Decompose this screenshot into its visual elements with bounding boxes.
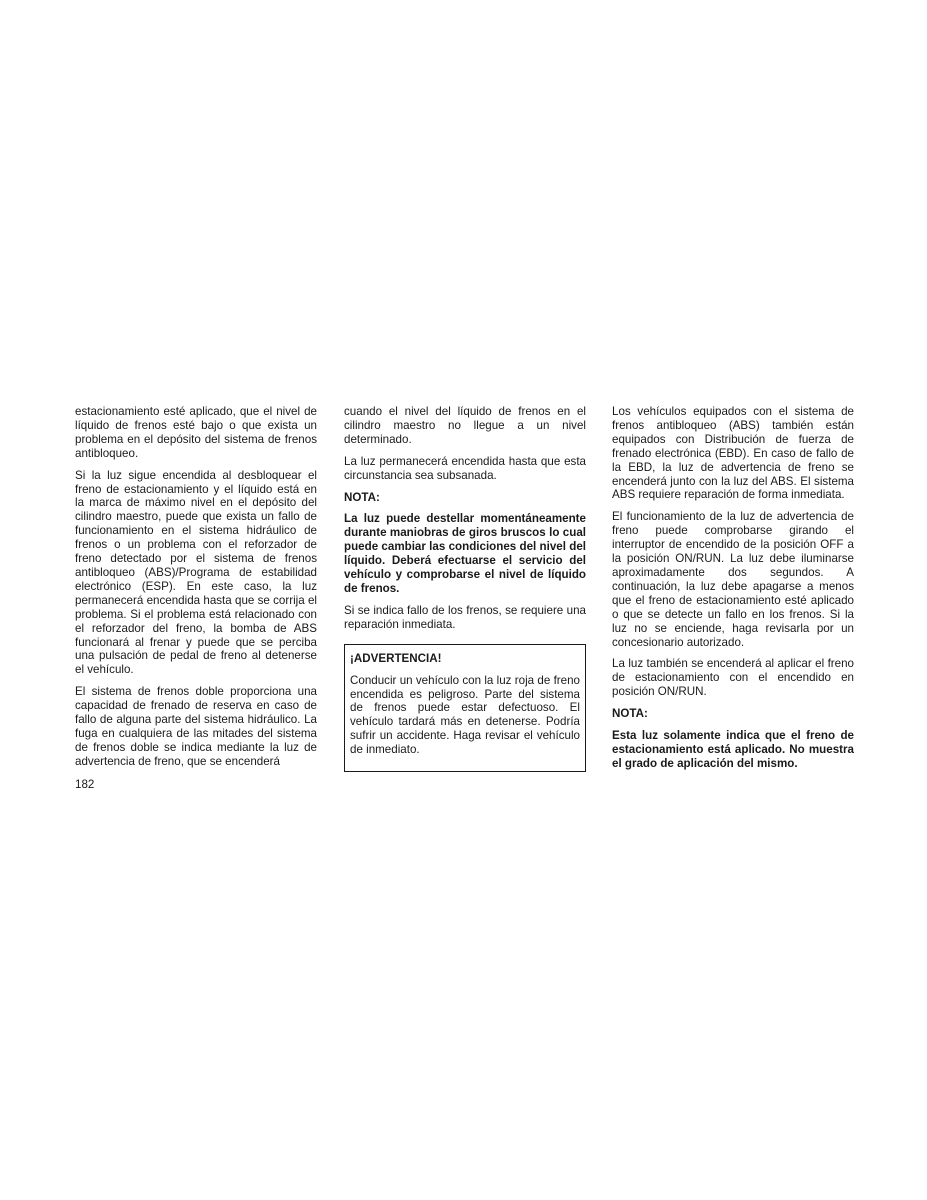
paragraph: Los vehículos equipados con el sistema de frenos antibloqueo (ABS) también están equipados con Distribución de fuerza de frenado electrónica (EBD). En caso de fallo de la EBD, la luz de advertencia de freno se encenderá junto con la luz del ABS. El sistema ABS requiere reparación de forma inmediata. xyxy=(612,405,854,502)
warning-text: Conducir un vehículo con la luz roja de freno encendida es peligroso. Parte del sistema de frenos puede estar defectuoso. El vehículo tardará más en detenerse. Podría sufrir un accidente. Haga revisar el vehículo de inmediato. xyxy=(350,673,580,757)
note-text: Esta luz solamente indica que el freno de estacionamiento está aplicado. No muestra el grado de aplicación del mismo. xyxy=(612,729,854,770)
paragraph: El funcionamiento de la luz de advertencia de freno puede comprobarse girando el interruptor de encendido de la posición OFF a la posición ON/RUN. La luz debe iluminarse aproximadamente dos segundos. A continuación, la luz debe apagarse a menos que el freno de estacionamiento esté aplicado o que se detecte un fallo en los frenos. Si la luz no se enciende, haga revisarla por un concesionario autorizado. xyxy=(612,510,854,649)
note-label: NOTA: xyxy=(344,490,380,504)
paragraph: Si se indica fallo de los frenos, se requiere una reparación inmediata. xyxy=(344,603,586,631)
paragraph: cuando el nivel del líquido de frenos en el cilindro maestro no llegue a un nivel determinado. xyxy=(344,405,586,446)
note-label: NOTA: xyxy=(612,707,648,721)
text-column-left xyxy=(75,405,317,777)
page-number: 182 xyxy=(75,778,95,791)
paragraph: estacionamiento esté aplicado, que el nivel de líquido de frenos esté bajo o que exista un problema en el depósito del sistema de frenos antibloqueo. xyxy=(75,405,317,460)
text-column-middle xyxy=(344,405,586,772)
warning-box xyxy=(344,644,586,772)
text-column-right xyxy=(612,405,854,779)
paragraph: Si la luz sigue encendida al desbloquear el freno de estacionamiento y el líquido está en la marca de máximo nivel en el depósito del cilindro maestro, puede que exista un fallo de funcionamiento en el sistema hidráulico de frenos o un problema con el reforzador de freno detectado por el sistema de frenos antibloqueo (ABS)/Programa de estabilidad electrónico (ESP). En este caso, la luz permanecerá encendida hasta que se corrija el problema. Si el problema está relacionado con el reforzador del freno, la bomba de ABS funcionará al frenar y puede que se perciba una pulsación de pedal de freno al detenerse el vehículo. xyxy=(75,468,317,677)
paragraph: El sistema de frenos doble proporciona una capacidad de frenado de reserva en caso de fallo de alguna parte del sistema hidráulico. La fuga en cualquiera de las mitades del sistema de frenos doble se indica mediante la luz de advertencia de freno, que se encenderá xyxy=(75,685,317,768)
paragraph: La luz permanecerá encendida hasta que esta circunstancia sea subsanada. xyxy=(344,454,586,482)
paragraph: La luz también se encenderá al aplicar el freno de estacionamiento con el encendido en posición ON/RUN. xyxy=(612,657,854,699)
warning-title: ¡ADVERTENCIA! xyxy=(350,651,442,665)
note-text: La luz puede destellar momentáneamente durante maniobras de giros bruscos lo cual puede cambiar las condiciones del nivel del líquido. Deberá efectuarse el servicio del vehículo y comprobarse el nivel de líquido de frenos. xyxy=(344,512,586,595)
